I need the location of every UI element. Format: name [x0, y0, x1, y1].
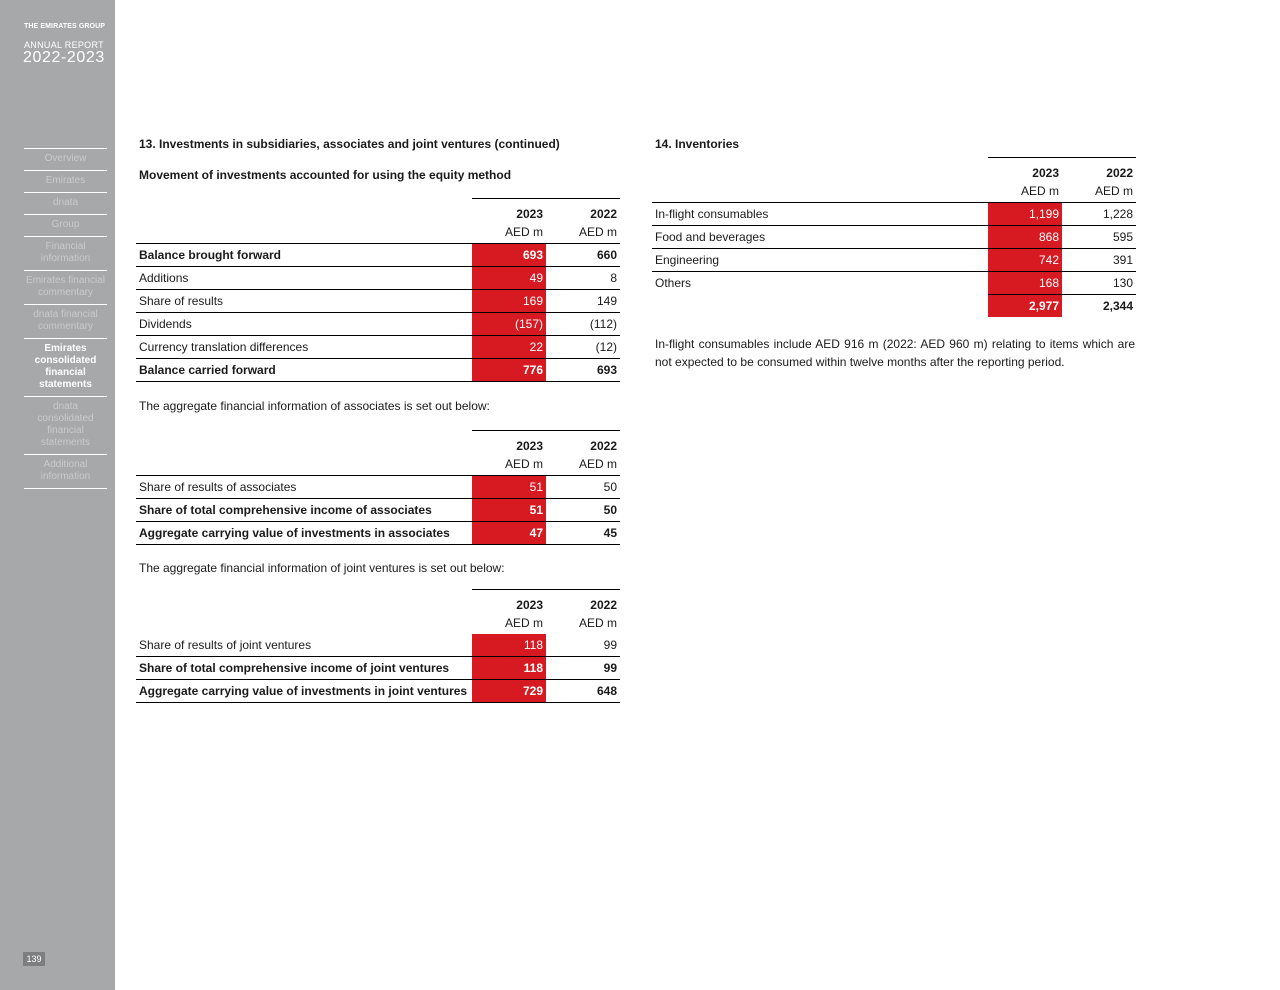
unit-2022-header: AED m — [578, 225, 617, 239]
nav-item-additional-information[interactable]: Additional information — [24, 454, 107, 488]
value-2022: 1,228 — [1062, 203, 1136, 226]
table-row — [136, 244, 620, 267]
year-2023-header: 2023 — [472, 590, 546, 613]
nav-item-financial-information[interactable]: Financial information — [24, 236, 107, 270]
note13-title: 13. Investments in subsidiaries, associates and joint ventures (continued) — [139, 137, 560, 151]
nav-item-dnata-financial-commentary[interactable]: dnata financial commentary — [24, 304, 107, 338]
value-2023: 169 — [472, 290, 546, 313]
nav-item-dnata[interactable]: dnata — [24, 192, 107, 214]
header-blank — [136, 431, 472, 454]
nav-divider — [24, 488, 107, 489]
report-years: 2022-2023 — [23, 49, 105, 66]
row-label: Share of total comprehensive income of associates — [136, 499, 472, 522]
header-blank — [136, 221, 472, 244]
report-title: ANNUAL REPORT — [24, 40, 104, 50]
unit-2023-header: AED m — [504, 616, 543, 630]
value-2022: 595 — [1062, 226, 1136, 249]
value-2023: 1,199 — [988, 203, 1062, 226]
total-2023: 2,977 — [988, 295, 1062, 318]
row-label: Dividends — [136, 313, 472, 336]
table-row — [136, 476, 620, 499]
unit-2023-header: AED m — [504, 457, 543, 471]
value-2022: 648 — [546, 680, 620, 703]
row-label: Share of total comprehensive income of joint ventures — [136, 657, 472, 680]
row-label: Balance carried forward — [136, 359, 472, 382]
value-2022: 50 — [546, 476, 620, 499]
unit-2022-header: AED m — [578, 616, 617, 630]
value-2023: 22 — [472, 336, 546, 359]
unit-2023-header: AED m — [504, 225, 543, 239]
year-2023-header: 2023 — [472, 199, 546, 222]
year-2023-header: 2023 — [988, 158, 1062, 181]
header-blank — [136, 590, 472, 613]
value-2023: 693 — [472, 244, 546, 267]
row-label: Share of results — [136, 290, 472, 313]
page-number: 139 — [23, 952, 45, 966]
value-2023: (157) — [472, 313, 546, 336]
table-row — [136, 313, 620, 336]
nav-item-emirates[interactable]: Emirates — [24, 170, 107, 192]
nav-item-emirates-financial-commentary[interactable]: Emirates financial commentary — [24, 270, 107, 304]
value-2023: 742 — [988, 249, 1062, 272]
table-row — [136, 522, 620, 545]
unit-2022-header: AED m — [1094, 184, 1133, 198]
value-2022: (112) — [546, 313, 620, 336]
row-label: Engineering — [652, 249, 988, 272]
table-row — [136, 336, 620, 359]
value-2023: 47 — [472, 522, 546, 545]
header-blank — [136, 612, 472, 634]
value-2022: 8 — [546, 267, 620, 290]
nav-item-overview[interactable]: Overview — [24, 148, 107, 170]
header-blank — [652, 180, 988, 203]
value-2023: 776 — [472, 359, 546, 382]
year-2023-header: 2023 — [472, 431, 546, 454]
total-label — [652, 295, 988, 318]
row-label: In-flight consumables — [652, 203, 988, 226]
associates-table — [136, 430, 620, 545]
unit-2022-header: AED m — [578, 457, 617, 471]
year-2022-header: 2022 — [546, 431, 620, 454]
value-2023: 51 — [472, 499, 546, 522]
table-row — [136, 657, 620, 680]
value-2023: 118 — [472, 634, 546, 657]
year-2022-header: 2022 — [546, 199, 620, 222]
note13-subtitle: Movement of investments accounted for using the equity method — [139, 168, 512, 182]
row-label: Currency translation differences — [136, 336, 472, 359]
row-label: Aggregate carrying value of investments in joint ventures — [136, 680, 472, 703]
joint-ventures-table — [136, 589, 620, 703]
nav-item-emirates-consolidated-statements[interactable]: Emirates consolidated financial statements — [24, 338, 107, 396]
value-2023: 49 — [472, 267, 546, 290]
table-row — [652, 226, 1136, 249]
inventories-note: In-flight consumables include AED 916 m (2022: AED 960 m) relating to items which are not expected to be consumed within twelve months after the reporting period. — [655, 337, 1135, 369]
value-2022: 99 — [546, 657, 620, 680]
note14-title: 14. Inventories — [655, 137, 740, 151]
table-row — [652, 203, 1136, 226]
value-2022: 149 — [546, 290, 620, 313]
table-row — [136, 267, 620, 290]
table-row — [652, 249, 1136, 272]
total-row — [652, 295, 1136, 318]
value-2023: 868 — [988, 226, 1062, 249]
value-2022: 45 — [546, 522, 620, 545]
associates-intro: The aggregate financial information of associates is set out below: — [139, 399, 490, 413]
sidebar — [0, 0, 115, 990]
value-2023: 168 — [988, 272, 1062, 295]
company-name: THE EMIRATES GROUP — [24, 23, 106, 30]
value-2022: 130 — [1062, 272, 1136, 295]
nav-item-dnata-consolidated-statements[interactable]: dnata consolidated financial statements — [24, 396, 107, 454]
equity-movement-table — [136, 198, 620, 382]
table-row — [136, 359, 620, 382]
unit-2023-header: AED m — [1020, 184, 1059, 198]
row-label: Additions — [136, 267, 472, 290]
sidebar-nav — [24, 148, 107, 489]
row-label: Others — [652, 272, 988, 295]
value-2022: 660 — [546, 244, 620, 267]
table-row — [652, 272, 1136, 295]
year-2022-header: 2022 — [1062, 158, 1136, 181]
header-blank — [652, 158, 988, 181]
year-2022-header: 2022 — [546, 590, 620, 613]
value-2023: 118 — [472, 657, 546, 680]
value-2023: 51 — [472, 476, 546, 499]
value-2022: 99 — [603, 638, 617, 652]
header-blank — [136, 453, 472, 476]
value-2023: 729 — [472, 680, 546, 703]
table-row — [136, 634, 620, 657]
jv-intro: The aggregate financial information of joint ventures is set out below: — [139, 561, 505, 575]
table-row — [136, 290, 620, 313]
value-2022: 50 — [546, 499, 620, 522]
value-2022: 391 — [1062, 249, 1136, 272]
row-label: Food and beverages — [652, 226, 988, 249]
table-row — [136, 680, 620, 703]
header-blank — [136, 199, 472, 222]
table-row — [136, 499, 620, 522]
row-label: Share of results of joint ventures — [139, 638, 312, 652]
inventories-table — [652, 157, 1136, 317]
total-2022: 2,344 — [1062, 295, 1136, 318]
row-label: Aggregate carrying value of investments in associates — [136, 522, 472, 545]
value-2022: 693 — [546, 359, 620, 382]
row-label: Balance brought forward — [136, 244, 472, 267]
value-2022: (12) — [546, 336, 620, 359]
row-label: Share of results of associates — [136, 476, 472, 499]
nav-item-group[interactable]: Group — [24, 214, 107, 236]
